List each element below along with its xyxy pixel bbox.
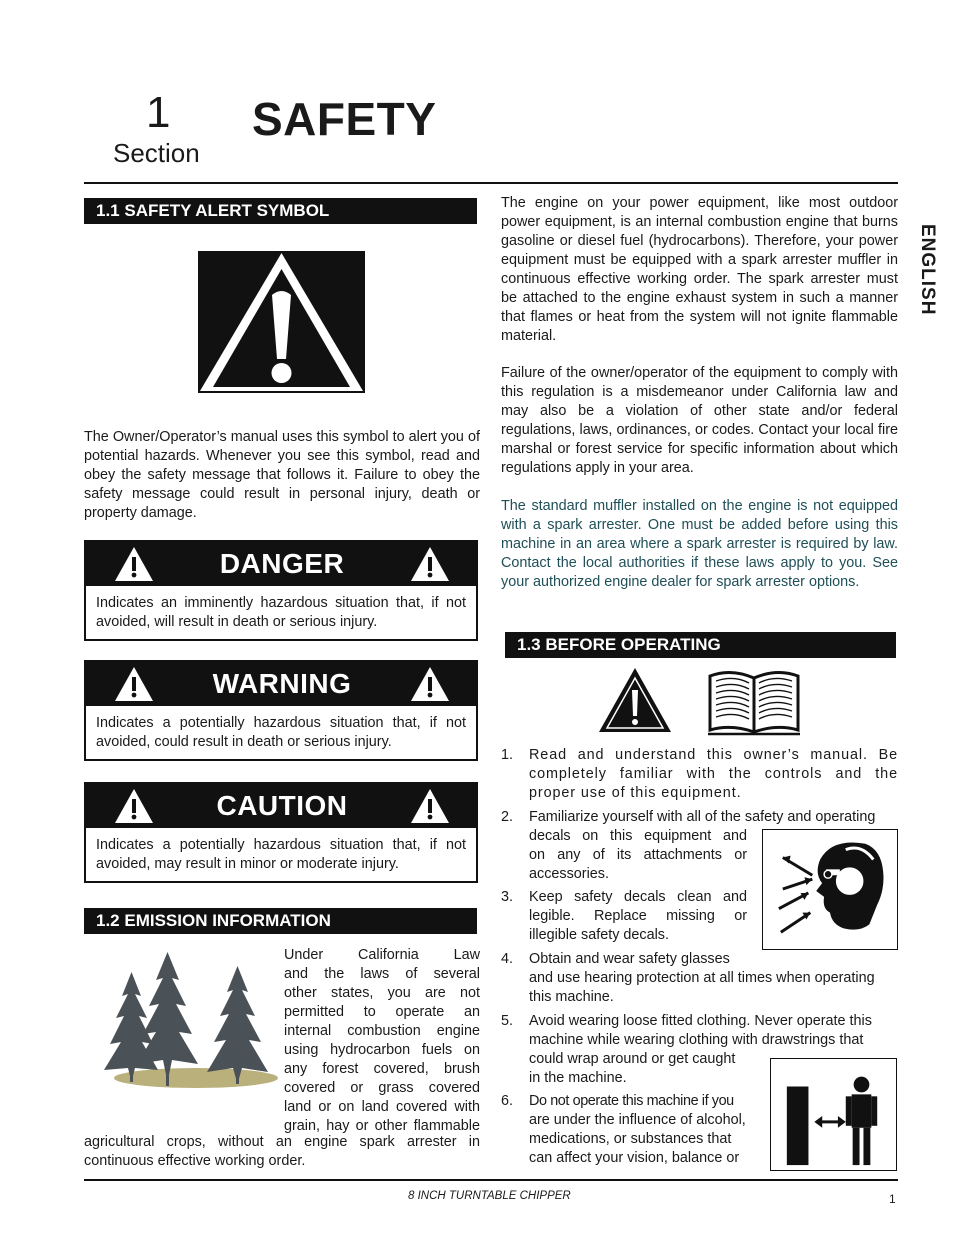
list-item [501, 1092, 769, 1168]
warning-triangle-icon [114, 666, 154, 702]
list-text: on any of its attachments or [529, 847, 747, 863]
section-label: Section [113, 138, 200, 168]
warning-triangle-icon [597, 666, 673, 734]
caution-box [84, 782, 478, 883]
page-title: SAFETY [252, 93, 437, 145]
list-text: can affect your vision, balance or [529, 1150, 740, 1166]
keep-distance-icon [770, 1058, 897, 1171]
wrap-line: grain, hay or other flammable [284, 1118, 480, 1134]
warning-triangle-icon [410, 788, 450, 824]
heading-safety-alert-symbol: 1.1 SAFETY ALERT SYMBOL [84, 198, 477, 224]
warning-text: Indicates a potentially hazardous situation that, if not avoided, could result in death or serious injury. [96, 715, 466, 750]
list-item [501, 888, 761, 945]
list-number: 5. [501, 1013, 514, 1029]
list-text: Read and understand this owner’s manual. Be completely familiar with the controls and the proper use of this equipment. [529, 747, 898, 801]
list-text: are under the influence of alcohol, [529, 1112, 746, 1128]
safety-alert-paragraph: The Owner/Operator’s manual uses this symbol to alert you of potential hazards. Whenever you see this symbol, read and obey the safety message that follows it. Failure to obey the safety message could result in personal injury, death or property damage. [84, 429, 480, 521]
warning-triangle-icon [114, 788, 154, 824]
heading-emission-information: 1.2 EMISSION INFORMATION [84, 908, 477, 934]
wrap-line: using hydrocarbon fuels on [284, 1042, 480, 1058]
emission-wrap-text [284, 946, 480, 1136]
list-text: machine while wearing clothing with drawstrings that [529, 1032, 864, 1048]
list-number: 6. [501, 1093, 514, 1109]
regulation-paragraph: Failure of the owner/operator of the equipment to comply with this regulation is a misdemeanor under California law and may also be a violation of other state and/or federal regulations, laws, ordinances, or codes. Contact your local fire marshal or forest service for specific information about which regulations apply in your area. [501, 365, 898, 476]
list-text: Familiarize yourself with all of the safety and operating [529, 809, 876, 825]
warning-triangle-icon [410, 546, 450, 582]
warning-header [86, 662, 476, 706]
list-item [501, 950, 898, 1007]
warning-box [84, 660, 478, 761]
danger-text: Indicates an imminently hazardous situation that, if not avoided, will result in death or serious injury. [96, 595, 466, 630]
list-number: 4. [501, 951, 514, 967]
list-text: legible. Replace missing or [529, 908, 747, 924]
list-text: illegible safety decals. [529, 927, 669, 943]
heading-before-operating: 1.3 BEFORE OPERATING [505, 632, 896, 658]
list-text: and use hearing protection at all times when operating [529, 970, 875, 986]
wrap-line: permitted to operate an [284, 1004, 480, 1020]
list-text: Do not operate this machine if you [529, 1093, 734, 1109]
wrap-line: any forest covered, brush [284, 1061, 480, 1077]
warning-triangle-icon [114, 546, 154, 582]
danger-header [86, 542, 476, 586]
section-number: 1 [146, 88, 171, 137]
caution-header [86, 784, 476, 828]
danger-box [84, 540, 478, 641]
wrap-line: land or on land covered with [284, 1099, 480, 1115]
footer-rule [84, 1179, 898, 1181]
list-text: could wrap around or get caught [529, 1051, 736, 1067]
engine-paragraph: The engine on your power equipment, like most outdoor power equipment, is an internal combustion engine that burns gasoline or diesel fuel (hydrocarbons). Therefore, your power equipment must be equipped with a spark arrester muffler in continuous effective working order. The spark arrester must be attached to the engine exhaust system in such a manner that flames or heat from the system will not ignite flammable material. [501, 195, 898, 344]
list-text: this machine. [529, 989, 614, 1005]
wrap-line: Under California Law [284, 947, 480, 963]
page-number: 1 [889, 1192, 896, 1206]
list-number: 3. [501, 889, 514, 905]
list-text: Keep safety decals clean and [529, 889, 747, 905]
language-tab: ENGLISH [917, 224, 938, 316]
wrap-line: covered or grass covered [284, 1080, 480, 1096]
caution-text: Indicates a potentially hazardous situation that, if not avoided, may result in minor or moderate injury. [96, 837, 466, 872]
safety-alert-icon [198, 251, 365, 393]
danger-signal-word: DANGER [219, 548, 345, 579]
trees-illustration [86, 950, 278, 1092]
header-rule [84, 182, 898, 184]
list-number: 2. [501, 809, 514, 825]
list-text: medications, or substances that [529, 1131, 732, 1147]
list-text: in the machine. [529, 1070, 627, 1086]
list-text: decals on this equipment and [529, 828, 747, 844]
face-protection-icon [762, 829, 898, 950]
wrap-line: and the laws of several [284, 966, 480, 982]
wrap-line: internal combustion engine [284, 1023, 480, 1039]
wrap-line: other states, you are not [284, 985, 480, 1001]
muffler-paragraph: The standard muffler installed on the engine is not equipped with a spark arrester. One must be added before using this machine in an area where a spark arrester is required by law. Contact the local authorities if these laws apply to you. See your authorized engine dealer for spark arrester options. [501, 498, 898, 590]
list-text: Avoid wearing loose fitted clothing. Never operate this [529, 1013, 872, 1029]
manual-book-icon [707, 668, 801, 736]
warning-signal-word: WARNING [212, 668, 352, 699]
list-item [501, 746, 898, 803]
caution-signal-word: CAUTION [216, 790, 348, 821]
list-number: 1. [501, 747, 514, 763]
list-text: accessories. [529, 866, 609, 882]
list-text: Obtain and wear safety glasses [529, 951, 730, 967]
emission-tail-text: agricultural crops, without an engine spark arrester in continuous effective working order. [84, 1134, 480, 1169]
footer-title: 8 INCH TURNTABLE CHIPPER [408, 1190, 571, 1202]
warning-triangle-icon [410, 666, 450, 702]
